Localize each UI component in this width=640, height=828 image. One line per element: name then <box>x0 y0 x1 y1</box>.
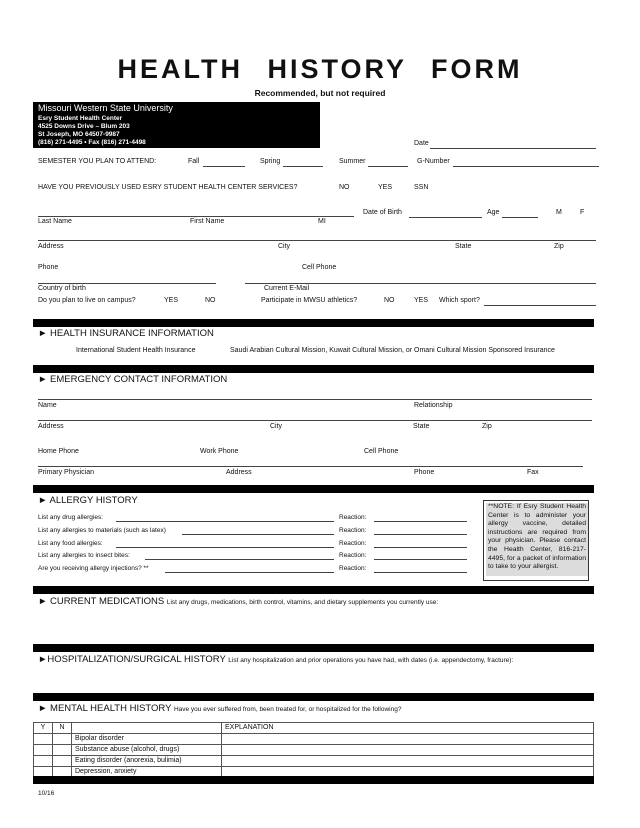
allergy-injections-label: Are you receiving allergy injections? ** <box>38 565 149 572</box>
insect-allergies-label: List any allergies to insect bites: <box>38 552 130 559</box>
mental-instructions: Have you ever suffered from, been treated for, or hospitalized for the following? <box>173 706 402 713</box>
emergency-heading: ► EMERGENCY CONTACT INFORMATION <box>38 374 228 385</box>
email-label: Current E-Mail <box>264 285 310 292</box>
allergy-heading-text: ALLERGY HISTORY <box>49 495 138 506</box>
clinic-address-2: St Joseph, MO 64507-9987 <box>38 131 120 138</box>
allergy-note-text: **NOTE: If Esry Student Health Center is to administer your allergy vaccine, detailed instructions are required from your physician. Please contact the Health Center, 816-217-4495, for a packet of information to take to your allergist. <box>486 503 588 576</box>
reaction-field[interactable] <box>374 547 467 548</box>
reaction-field[interactable] <box>374 572 467 573</box>
explanation-cell[interactable] <box>222 756 594 767</box>
emergency-heading-text: EMERGENCY CONTACT INFORMATION <box>50 374 228 385</box>
drug-allergies-field[interactable] <box>116 521 334 522</box>
physician-address-label: Address <box>226 469 252 476</box>
table-row <box>34 734 594 745</box>
health-center-name: Esry Student Health Center <box>38 115 123 122</box>
section-divider <box>33 319 594 327</box>
insurance-option-mission[interactable]: Saudi Arabian Cultural Mission, Kuwait Cultural Mission, or Omani Cultural Mission Sponsored Insurance <box>230 347 555 354</box>
material-allergies-field[interactable] <box>182 534 334 535</box>
dob-label: Date of Birth <box>363 209 402 216</box>
university-name: Missouri Western State University <box>38 103 173 113</box>
date-field[interactable] <box>430 148 596 149</box>
spring-label: Spring <box>260 158 281 165</box>
medications-entry-area[interactable] <box>38 610 594 640</box>
hospital-heading <box>38 654 513 665</box>
work-phone-label: Work Phone <box>200 448 239 455</box>
clinic-address-1: 4525 Downs Drive – Blum 203 <box>38 123 130 130</box>
phone-label: Phone <box>38 264 59 271</box>
yes-cell[interactable] <box>34 756 53 767</box>
ssn-label: SSN <box>414 184 429 191</box>
form-subtitle: Recommended, but not required <box>254 88 386 98</box>
medications-heading-text: CURRENT MEDICATIONS <box>50 596 165 607</box>
gnumber-field[interactable] <box>453 166 599 167</box>
emergency-name-line[interactable] <box>38 399 592 400</box>
reaction-field[interactable] <box>374 559 467 560</box>
drug-allergies-label: List any drug allergies: <box>38 514 104 521</box>
section-divider <box>33 776 594 784</box>
emergency-cell-label: Cell Phone <box>364 448 399 455</box>
emergency-address-line[interactable] <box>38 420 592 421</box>
reaction-label: Reaction: <box>339 565 367 572</box>
semester-label: SEMESTER YOU PLAN TO ATTEND: <box>38 158 157 165</box>
food-allergies-field[interactable] <box>116 547 334 548</box>
mi-label: MI <box>318 218 326 225</box>
zip-label: Zip <box>554 243 564 250</box>
form-revision-code: 10/16 <box>38 790 55 797</box>
dob-field[interactable] <box>409 217 482 218</box>
physician-fax-label: Fax <box>527 469 539 476</box>
physician-line[interactable] <box>38 466 583 467</box>
table-row <box>34 756 594 767</box>
mental-health-table <box>33 722 594 778</box>
col-y-header: Y <box>34 723 53 734</box>
yes-cell[interactable] <box>34 745 53 756</box>
mental-heading: ► MENTAL HEALTH HISTORY Have you ever suffered from, been treated for, or hospitalized for the following? <box>38 703 402 714</box>
clinic-phone: (816) 271-4495 • Fax (816) 271-4498 <box>38 139 146 146</box>
fall-label: Fall <box>188 158 200 165</box>
emergency-address-label: Address <box>38 423 64 430</box>
yes-cell[interactable] <box>34 734 53 745</box>
no-cell[interactable] <box>53 734 72 745</box>
athletics-no-option[interactable]: NO <box>384 297 395 304</box>
country-field[interactable] <box>38 283 216 284</box>
sex-f-option[interactable]: F <box>580 209 585 216</box>
services-no-option[interactable]: NO <box>339 184 350 191</box>
table-header-row <box>34 723 594 734</box>
insurance-option-international[interactable]: International Student Health Insurance <box>76 347 196 354</box>
hospital-entry-area[interactable] <box>38 668 594 692</box>
campus-no-option[interactable]: NO <box>205 297 216 304</box>
insurance-heading: ► HEALTH INSURANCE INFORMATION <box>38 328 214 339</box>
city-label: City <box>278 243 291 250</box>
reaction-label: Reaction: <box>339 514 367 521</box>
reaction-field[interactable] <box>374 521 467 522</box>
address-field-line[interactable] <box>38 240 596 241</box>
explanation-header: EXPLANATION <box>222 723 594 734</box>
date-label: Date <box>414 140 429 147</box>
age-label: Age <box>487 209 500 216</box>
first-name-label: First Name <box>190 218 225 225</box>
physician-phone-label: Phone <box>414 469 435 476</box>
allergy-injections-field[interactable] <box>165 572 334 573</box>
state-label: State <box>455 243 472 250</box>
no-cell[interactable] <box>53 756 72 767</box>
previous-services-question: HAVE YOU PREVIOUSLY USED ESRY STUDENT HEALTH CENTER SERVICES? <box>38 184 298 191</box>
emergency-state-label: State <box>413 423 430 430</box>
emergency-zip-label: Zip <box>482 423 492 430</box>
no-cell[interactable] <box>53 745 72 756</box>
insurance-heading-text: HEALTH INSURANCE INFORMATION <box>50 328 214 339</box>
condition-cell: Bipolar disorder <box>72 734 222 745</box>
section-divider <box>33 644 594 652</box>
condition-cell: Substance abuse (alcohol, drugs) <box>72 745 222 756</box>
section-divider <box>33 693 594 701</box>
summer-field[interactable] <box>368 166 408 167</box>
allergy-vaccine-note <box>483 500 589 581</box>
age-field[interactable] <box>502 217 538 218</box>
mental-heading-text: MENTAL HEALTH HISTORY <box>50 703 172 714</box>
sport-field[interactable] <box>484 305 596 306</box>
condition-cell: Depression, anxiety <box>72 767 222 778</box>
col-n-header: N <box>53 723 72 734</box>
gnumber-label: G-Number <box>417 158 450 165</box>
medications-instructions: List any drugs, medications, birth control, vitamins, and dietary supplements you currently use: <box>166 599 439 606</box>
home-phone-label: Home Phone <box>38 448 79 455</box>
insect-allergies-field[interactable] <box>145 559 334 560</box>
table-row <box>34 745 594 756</box>
country-label: Country of birth <box>38 285 86 292</box>
spring-field[interactable] <box>283 166 323 167</box>
emergency-name-label: Name <box>38 402 57 409</box>
physician-label: Primary Physician <box>38 469 95 476</box>
condition-cell: Eating disorder (anorexia, bulimia) <box>72 756 222 767</box>
explanation-cell[interactable] <box>222 734 594 745</box>
sport-label: Which sport? <box>439 297 480 304</box>
summer-label: Summer <box>339 158 366 165</box>
name-field-line[interactable] <box>38 216 354 217</box>
cell-phone-label: Cell Phone <box>302 264 337 271</box>
explanation-cell[interactable] <box>222 745 594 756</box>
athletics-yes-option[interactable]: YES <box>414 297 429 304</box>
reaction-field[interactable] <box>374 534 467 535</box>
live-campus-question: Do you plan to live on campus? <box>38 297 136 304</box>
emergency-city-label: City <box>270 423 283 430</box>
services-yes-option[interactable]: YES <box>378 184 393 191</box>
section-divider <box>33 485 594 493</box>
reaction-label: Reaction: <box>339 540 367 547</box>
email-field[interactable] <box>245 283 596 284</box>
allergy-heading: ► ALLERGY HISTORY <box>38 495 138 506</box>
section-divider <box>33 365 594 373</box>
condition-header <box>72 723 222 734</box>
reaction-label: Reaction: <box>339 552 367 559</box>
last-name-label: Last Name <box>38 218 72 225</box>
hospital-heading-text: ►HOSPITALIZATION/SURGICAL HISTORY <box>38 654 226 665</box>
medications-heading: ► CURRENT MEDICATIONS List any drugs, medications, birth control, vitamins, and dietary supplements you currently use: <box>38 596 439 607</box>
campus-yes-option[interactable]: YES <box>164 297 179 304</box>
form-title: HEALTH HISTORY FORM <box>117 54 523 84</box>
reaction-label: Reaction: <box>339 527 367 534</box>
material-allergies-label: List any allergies to materials (such as latex) <box>38 527 166 534</box>
relationship-label: Relationship <box>414 402 453 409</box>
address-label: Address <box>38 243 64 250</box>
clinic-info-block <box>33 102 320 148</box>
sex-m-option[interactable]: M <box>556 209 562 216</box>
fall-field[interactable] <box>203 166 245 167</box>
section-divider <box>33 586 594 594</box>
hospital-instructions: List any hospitalization and prior operations you have had, with dates (i.e. appendectomy, fracture): <box>228 657 514 664</box>
food-allergies-label: List any food allergies: <box>38 540 103 547</box>
athletics-question: Participate in MWSU athletics? <box>261 297 358 304</box>
